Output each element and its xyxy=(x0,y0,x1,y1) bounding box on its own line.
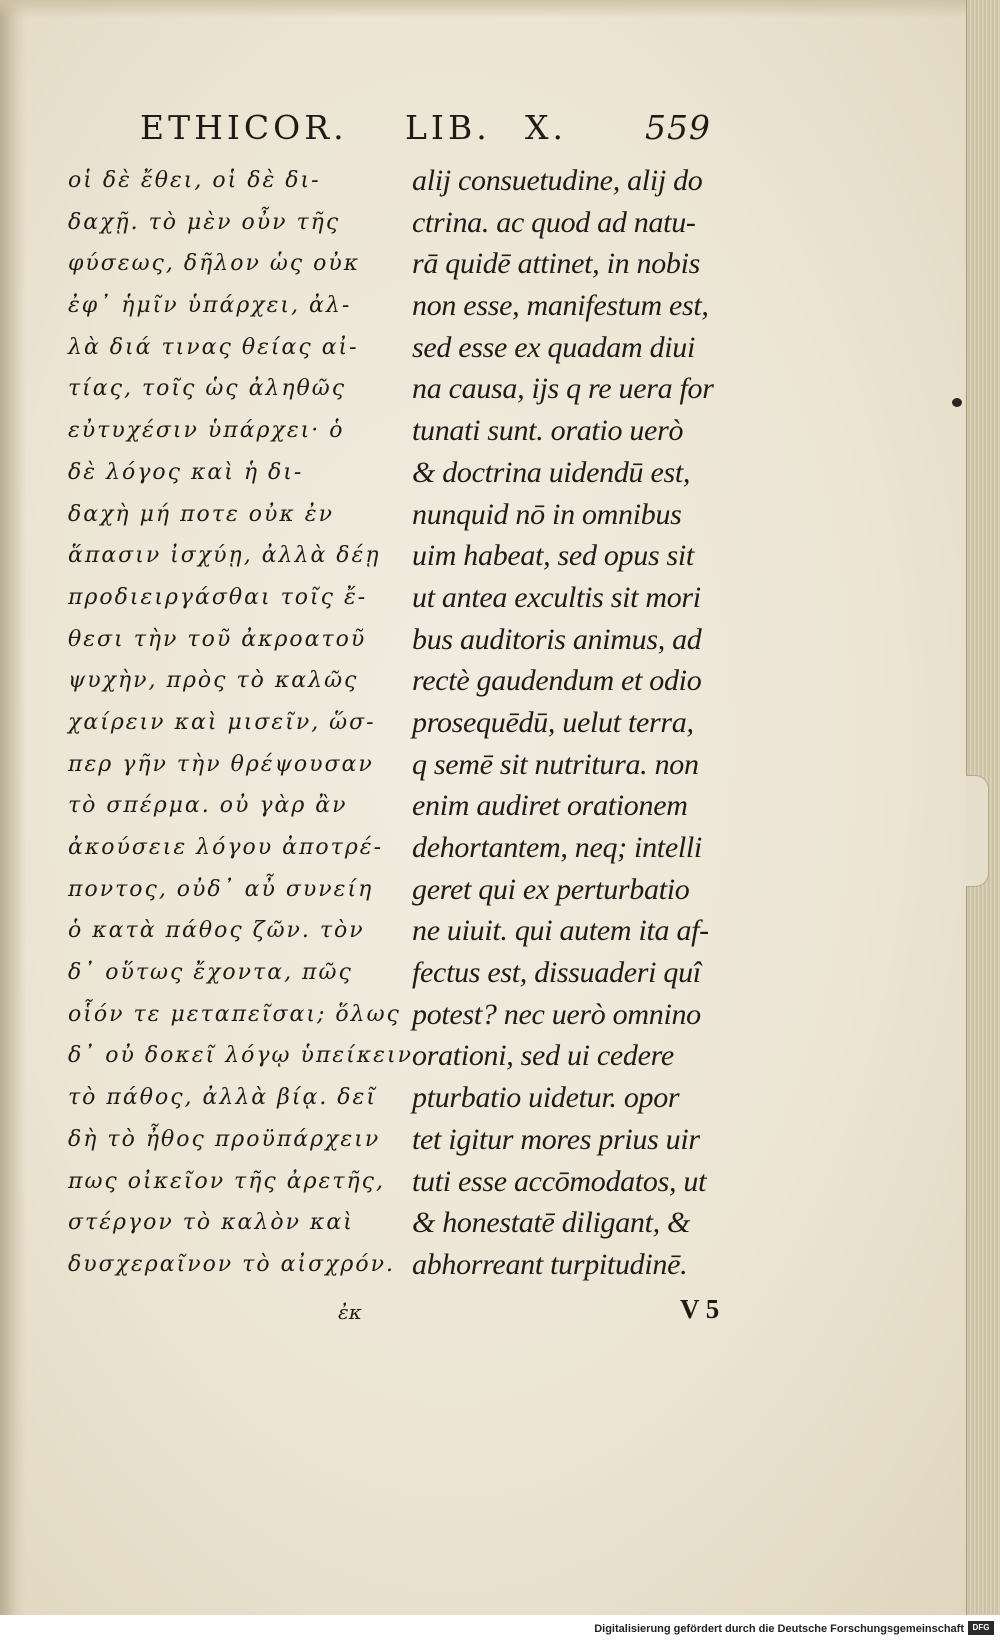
greek-text-line: οἷόν τε μεταπεῖσαι; ὅλως xyxy=(68,1001,401,1027)
greek-text-line: στέργον τὸ καλὸν καὶ xyxy=(68,1210,354,1236)
running-head-title: ETHICOR. xyxy=(140,108,348,147)
greek-text-line: ἅπασιν ἰσχύῃ, ἀλλὰ δέῃ xyxy=(68,543,381,569)
footer-credit: Digitalisierung gefördert durch die Deutsche Forschungsgemeinschaft xyxy=(594,1623,964,1635)
latin-text-line: tunati sunt. oratio uerò xyxy=(412,414,684,448)
latin-text-line: nunquid nō in omnibus xyxy=(412,497,682,531)
latin-text-line: non esse, manifestum est, xyxy=(412,289,709,323)
greek-text-line: ποντος, οὐδ᾽ αὖ συνείη xyxy=(68,876,374,902)
latin-text-line: rā quidē attinet, in nobis xyxy=(412,247,701,281)
latin-text-line: q semē sit nutritura. non xyxy=(412,747,699,781)
greek-text-line: δ᾽ οὕτως ἔχοντα, πῶς xyxy=(68,960,353,986)
latin-text-line: fectus est, dissuaderi quî xyxy=(412,956,701,990)
greek-text-column xyxy=(68,160,413,1286)
latin-text-line: pturbatio uidetur. opor xyxy=(412,1081,680,1115)
page-tab-marker xyxy=(966,775,989,887)
greek-text-line: ψυχὴν, πρὸς τὸ καλῶς xyxy=(68,668,359,694)
latin-text-line: dehortantem, neq; intelli xyxy=(412,831,702,864)
greek-text-line: τὸ σπέρμα. οὐ γὰρ ἂν xyxy=(68,793,348,819)
latin-text-line: ut antea excultis sit mori xyxy=(412,580,701,614)
greek-text-line: δὲ λόγος καὶ ἡ δι- xyxy=(68,459,304,485)
ink-spot xyxy=(952,398,962,407)
top-edge-shadow xyxy=(0,0,1000,18)
running-head xyxy=(140,108,730,152)
latin-text-line: ne uiuit. qui autem ita af- xyxy=(412,914,709,948)
greek-text-line: οἱ δὲ ἔθει, οἱ δὲ δι- xyxy=(68,168,321,193)
latin-text-line: & doctrina uidendū est, xyxy=(412,455,691,489)
greek-text-line: δὴ τὸ ἦθος προϋπάρχειν xyxy=(68,1126,381,1152)
gutter-shadow xyxy=(0,0,26,1643)
greek-text-line: δ᾽ οὐ δοκεῖ λόγῳ ὑπείκειν xyxy=(68,1043,413,1069)
latin-text-line: tuti esse accōmodatos, ut xyxy=(412,1164,707,1198)
greek-text-line: φύσεως, δῆλον ὡς οὐκ xyxy=(68,251,361,277)
catchword: ἐκ xyxy=(338,1300,362,1324)
dfg-logo: DFG xyxy=(968,1621,994,1635)
latin-text-line: prosequēdū, uelut terra, xyxy=(412,705,694,739)
running-head-lib: LIB. xyxy=(405,108,491,147)
latin-text-line: enim audiret orationem xyxy=(412,789,688,823)
greek-text-line: δαχὴ μή ποτε οὐκ ἐν xyxy=(68,501,334,527)
latin-text-line: alij consuetudine, alij do xyxy=(412,164,703,197)
greek-text-line: ἀκούσειε λόγου ἀποτρέ- xyxy=(68,835,384,860)
latin-text-line: tet igitur mores prius uir xyxy=(412,1122,700,1156)
latin-text-line: potest? nec uerò omnino xyxy=(412,997,701,1031)
latin-text-line: & honestatē diligant, & xyxy=(412,1206,691,1240)
latin-text-line: sed esse ex quadam diui xyxy=(412,330,696,364)
greek-text-line: εὐτυχέσιν ὑπάρχει· ὁ xyxy=(68,418,345,444)
running-head-book: X. xyxy=(525,108,567,147)
latin-text-line: geret qui ex perturbatio xyxy=(412,872,690,906)
latin-text-line: na causa, ijs q re uera for xyxy=(412,372,714,406)
greek-text-line: ἐφ᾽ ἡμῖν ὑπάρχει, ἀλ- xyxy=(68,293,352,319)
signature-mark: V 5 xyxy=(680,1294,720,1324)
latin-text-line: bus auditoris animus, ad xyxy=(412,622,702,656)
latin-text-line: orationi, sed ui cedere xyxy=(412,1039,674,1073)
latin-text-line: uim habeat, sed opus sit xyxy=(412,539,694,573)
latin-text-line: abhorreant turpitudinē. xyxy=(412,1247,688,1281)
page-number: 559 xyxy=(645,108,711,147)
greek-text-line: δυσχεραῖνον τὸ αἰσχρόν. xyxy=(68,1251,395,1277)
greek-text-line: πως οἰκεῖον τῆς ἀρετῆς, xyxy=(68,1168,385,1194)
greek-text-line: τὸ πάθος, ἀλλὰ βίᾳ. δεῖ xyxy=(68,1085,377,1111)
latin-text-line: ctrina. ac quod ad natu- xyxy=(412,205,696,239)
greek-text-line: περ γῆν τὴν θρέψουσαν xyxy=(68,751,374,777)
greek-text-line: ὁ κατὰ πάθος ζῶν. τὸν xyxy=(68,918,365,944)
greek-text-line: δαχῇ. τὸ μὲν οὖν τῆς xyxy=(68,209,341,235)
latin-text-line: rectè gaudendum et odio xyxy=(412,664,702,698)
greek-text-line: λὰ διά τινας θείας αἰ- xyxy=(68,334,359,360)
greek-text-line: προδιειργάσθαι τοῖς ἔ- xyxy=(68,584,368,610)
greek-text-line: τίας, τοῖς ὡς ἀληθῶς xyxy=(68,376,347,402)
greek-text-line: θεσι τὴν τοῦ ἀκροατοῦ xyxy=(68,626,367,652)
greek-text-line: χαίρειν καὶ μισεῖν, ὥσ- xyxy=(68,709,376,735)
latin-text-column xyxy=(412,160,732,1286)
